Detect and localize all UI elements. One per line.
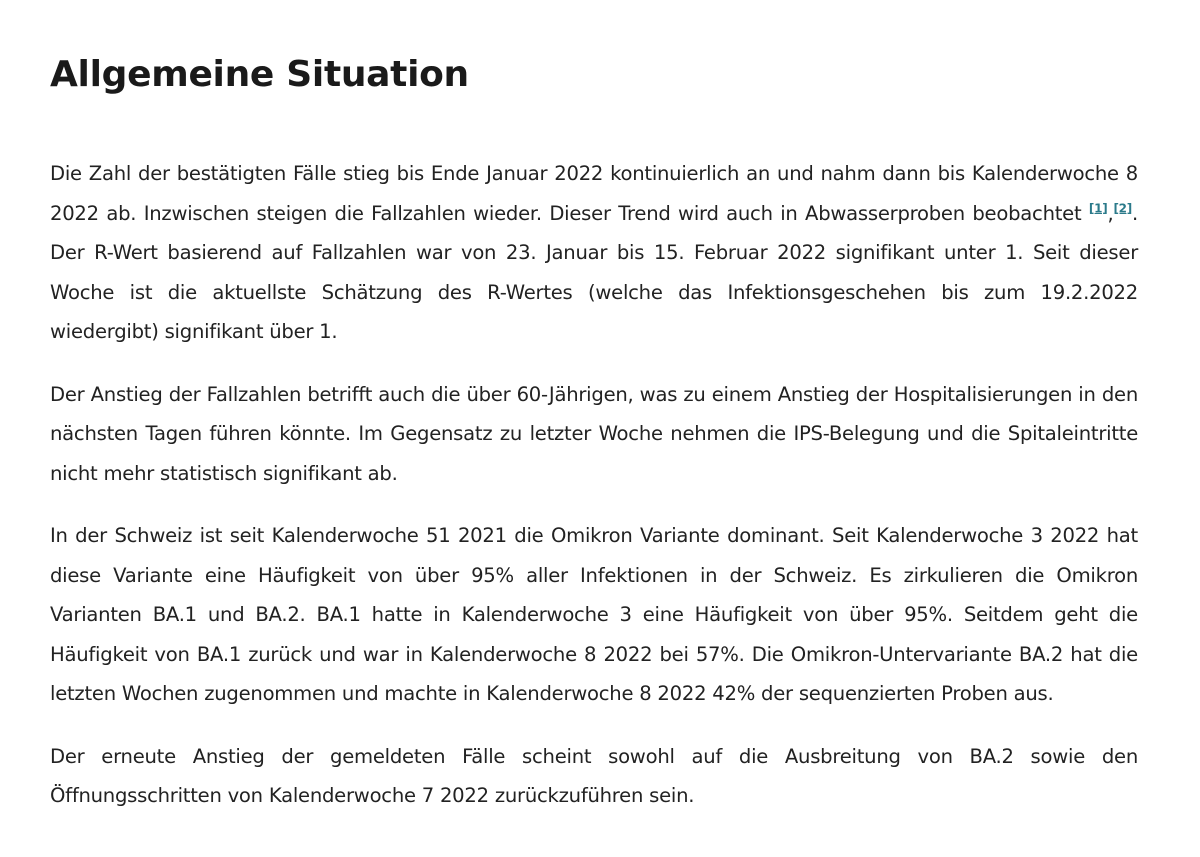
page-title: Allgemeine Situation [50, 54, 469, 95]
paragraph-case-trend [50, 154, 1138, 352]
paragraph-outlook: Der erneute Anstieg der gemeldeten Fälle scheint sowohl auf die Ausbreitung von BA.2 sowie den Öffnungsschritten von Kalenderwoche 7 2022 zurückzuführen sein. [50, 744, 1138, 807]
paragraph-text: . Der R-Wert basierend auf Fallzahlen war von 23. Januar bis 15. Februar 2022 signifikant unter 1. Seit dieser Woche ist die aktuellste Schätzung des R-Wertes (welche das Infektionsgeschehen bis zum 19.2.2022 wiedergibt) signifikant über 1. [50, 201, 1138, 343]
paragraph-variants: In der Schweiz ist seit Kalenderwoche 51 2021 die Omikron Variante dominant. Seit Kalenderwoche 3 2022 hat diese Variante eine Häufigkeit von über 95% aller Infektionen in der Schweiz. Es zirkulieren die Omikron Varianten BA.1 und BA.2. BA.1 hatte in Kalenderwoche 3 eine Häufigkeit von über 95%. Seitdem geht die Häufigkeit von BA.1 zurück und war in Kalenderwoche 8 2022 bei 57%. Die Omikron-Untervariante BA.2 hat die letzten Wochen zugenommen und machte in Kalenderwoche 8 2022 42% der sequenzierten Proben aus. [50, 524, 1138, 705]
article [50, 52, 1138, 839]
footnote-2 [1113, 201, 1132, 215]
footnote-link-1[interactable]: [1] [1088, 200, 1108, 215]
footnote-1 [1089, 201, 1108, 215]
paragraph-hospitalisations: Der Anstieg der Fallzahlen betrifft auch die über 60-Jährigen, was zu einem Anstieg der Hospitalisierungen in den nächsten Tagen führen könnte. Im Gegensatz zu letzter Woche nehmen die IPS-Belegung und die Spitaleintritte nicht mehr statistisch signifikant ab. [50, 382, 1138, 485]
paragraph-text: Die Zahl der bestätigten Fälle stieg bis Ende Januar 2022 kontinuierlich an und nahm dann bis Kalenderwoche 8 2022 ab. Inzwischen steigen die Fallzahlen wieder. Dieser Trend wird auch in Abwasserproben beobachtet [50, 162, 1138, 225]
footnote-link-2[interactable]: [2] [1113, 200, 1133, 215]
footnote-separator: , [1107, 201, 1114, 225]
